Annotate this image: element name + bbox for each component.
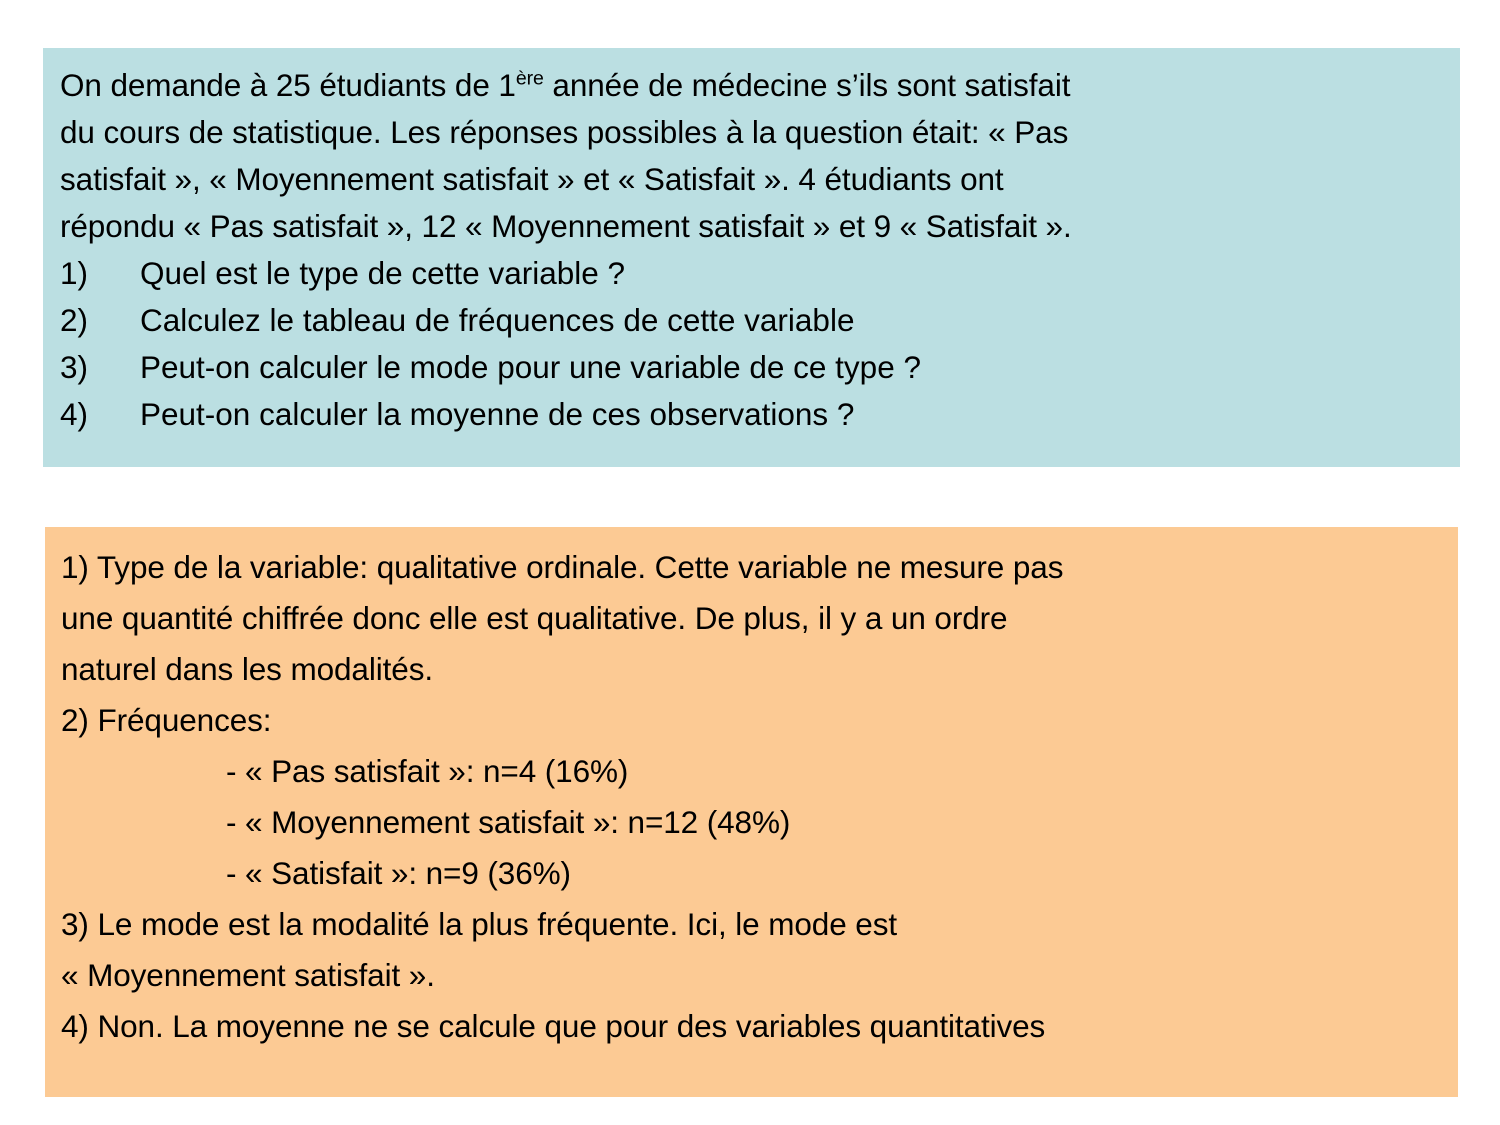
frequency-item-moyennement-satisfait: - « Moyennement satisfait »: n=12 (48%) — [226, 804, 791, 840]
question-item-1-label: Quel est le type de cette variable ? — [140, 255, 626, 291]
question-item-4-number: 4) — [60, 396, 89, 432]
answer-line-moyenne: 4) Non. La moyenne ne se calcule que pour des variables quantitatives — [61, 1008, 1046, 1044]
question-item-4 — [60, 391, 1450, 438]
answer-line-1: 1) Type de la variable: qualitative ordinale. Cette variable ne mesure pas — [61, 549, 1064, 585]
answer-line-mode-1: 3) Le mode est la modalité la plus fréquente. Ici, le mode est — [61, 906, 898, 942]
question-item-2-number: 2) — [60, 302, 89, 338]
question-intro-line-1-suffix: année de médecine s’ils sont satisfait — [543, 67, 1071, 103]
answer-line-3: naturel dans les modalités. — [61, 651, 434, 687]
answer-line-2: une quantité chiffrée donc elle est qualitative. De plus, il y a un ordre — [61, 600, 1008, 636]
question-intro-line-4: répondu « Pas satisfait », 12 « Moyennement satisfait » et 9 « Satisfait ». — [60, 208, 1072, 244]
answer-frequencies-heading: 2) Fréquences: — [61, 702, 272, 738]
question-item-3 — [60, 344, 1450, 391]
question-item-4-label: Peut-on calculer la moyenne de ces observations ? — [140, 396, 855, 432]
question-item-1 — [60, 250, 1450, 297]
question-intro-line-2: du cours de statistique. Les réponses possibles à la question était: « Pas — [60, 114, 1069, 150]
frequency-item-pas-satisfait: - « Pas satisfait »: n=4 (16%) — [226, 753, 629, 789]
question-item-3-number: 3) — [60, 349, 89, 385]
question-item-2 — [60, 297, 1450, 344]
question-panel — [43, 48, 1460, 467]
ordinal-superscript: ère — [515, 67, 544, 90]
question-intro-line-1 — [60, 62, 1450, 109]
frequency-item-satisfait: - « Satisfait »: n=9 (36%) — [226, 855, 571, 891]
question-item-3-label: Peut-on calculer le mode pour une variable de ce type ? — [140, 349, 921, 385]
question-item-1-number: 1) — [60, 255, 89, 291]
question-item-2-label: Calculez le tableau de fréquences de cette variable — [140, 302, 855, 338]
answer-panel — [45, 527, 1458, 1097]
answer-line-mode-2: « Moyennement satisfait ». — [61, 957, 435, 993]
question-intro-line-1-prefix: On demande à 25 étudiants de 1 — [60, 67, 516, 103]
question-intro-line-3: satisfait », « Moyennement satisfait » et « Satisfait ». 4 étudiants ont — [60, 161, 1004, 197]
